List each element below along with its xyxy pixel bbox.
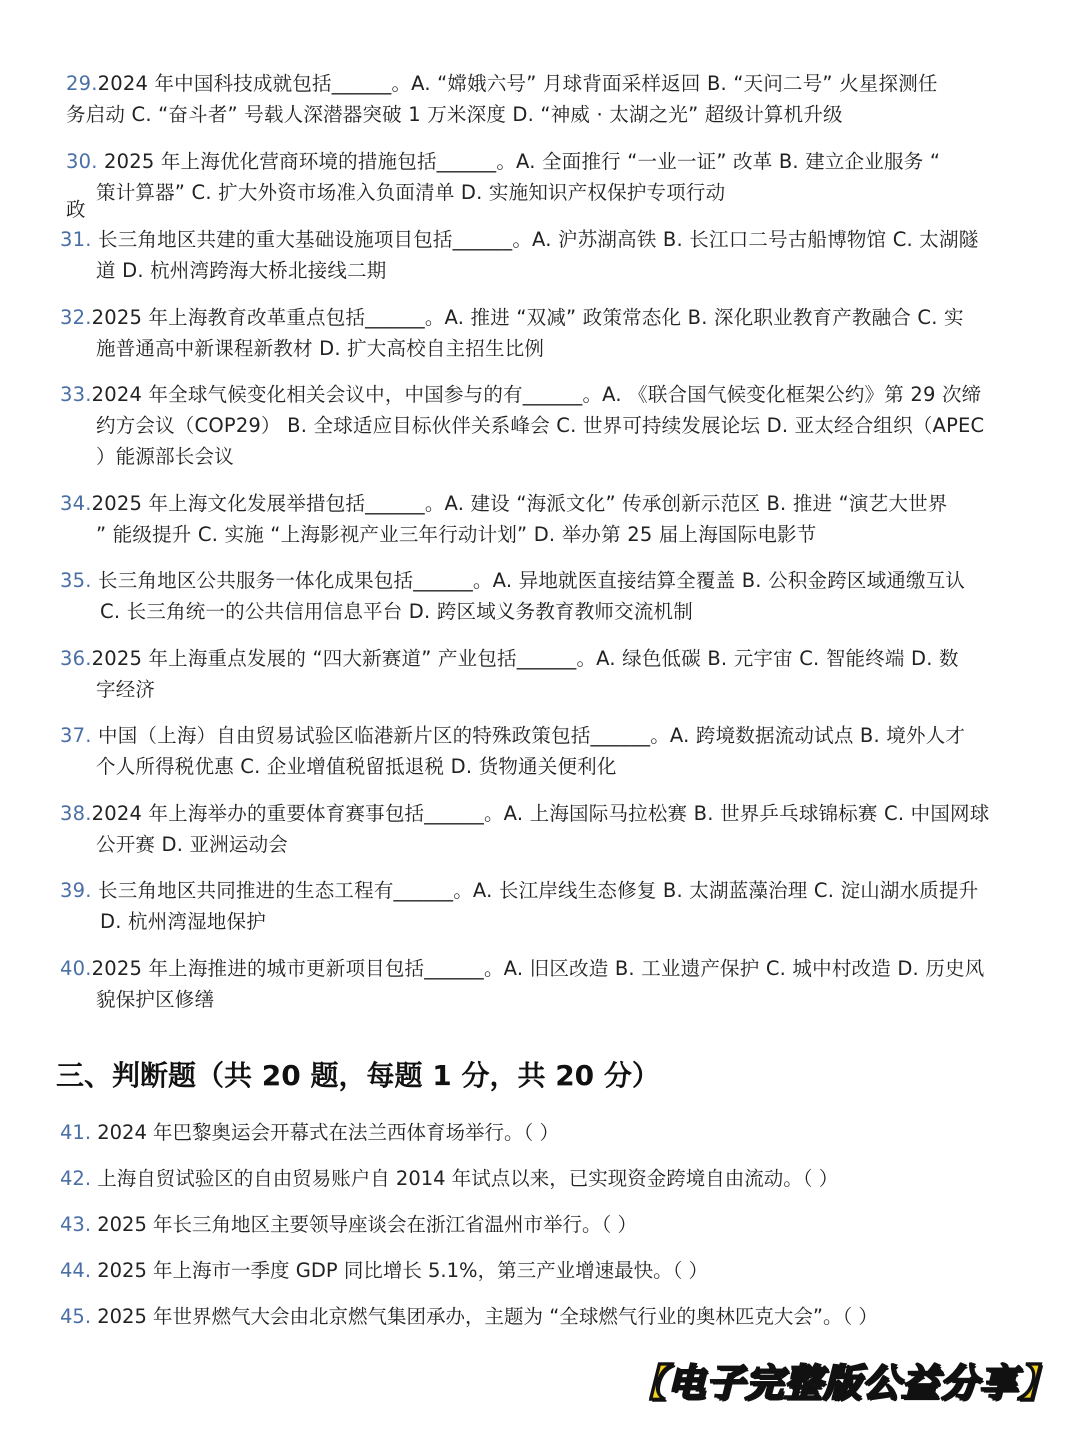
question-number: 41. [60, 1121, 92, 1144]
question-number: 38. [60, 802, 92, 825]
question-30 [66, 146, 940, 208]
question-text: 2025 年长三角地区主要领导座谈会在浙江省温州市举行。（ ） [97, 1213, 637, 1236]
question-text: 2025 年上海教育改革重点包括______。A. 推进 “双减” 政策常态化 B. 深化职业教育产教融合 C. 实 [91, 306, 964, 329]
question-text: 2025 年上海市一季度 GDP 同比增长 5.1%，第三产业增速最快。（ ） [97, 1259, 709, 1282]
question-text: D. 杭州湾湿地保护 [100, 910, 266, 933]
question-number: 44. [60, 1259, 92, 1282]
question-text: 长三角地区共建的重大基础设施项目包括______。A. 沪苏湖高铁 B. 长江口二号古船博物馆 C. 太湖隧 [98, 228, 979, 251]
question-number: 45. [60, 1305, 92, 1328]
banner-text: 【电子完整版公益分享】 [628, 1361, 1058, 1405]
question-35 [60, 565, 965, 627]
tf-question-43 [60, 1210, 637, 1240]
question-text: 貌保护区修缮 [96, 988, 215, 1011]
tf-question-41 [60, 1118, 559, 1148]
question-number: 42. [60, 1167, 92, 1190]
question-text: 2025 年上海重点发展的 “四大新赛道” 产业包括______。A. 绿色低碳 B. 元宇宙 C. 智能终端 D. 数 [91, 647, 959, 670]
question-number: 43. [60, 1213, 92, 1236]
question-number: 29. [66, 72, 98, 95]
question-number: 34. [60, 492, 92, 515]
tf-question-44 [60, 1256, 708, 1286]
question-text: 2025 年上海文化发展举措包括______。A. 建设 “海派文化” 传承创新示范区 B. 推进 “演艺大世界 [91, 492, 948, 515]
question-text: ” 能级提升 C. 实施 “上海影视产业三年行动计划” D. 举办第 25 届上海国际电影节 [96, 523, 817, 546]
question-text-fragment: 政 [66, 198, 86, 221]
question-number: 35. [60, 569, 92, 592]
question-text: 长三角地区公共服务一体化成果包括______。A. 异地就医直接结算全覆盖 B. 公积金跨区域通缴互认 [98, 569, 966, 592]
question-text: 个人所得税优惠 C. 企业增值税留抵退税 D. 货物通关便利化 [96, 755, 617, 778]
question-text: 字经济 [96, 678, 156, 701]
question-text: 策计算器” C. 扩大外资市场准入负面清单 D. 实施知识产权保护专项行动 [96, 181, 726, 204]
tf-question-42 [60, 1164, 838, 1194]
question-36 [60, 643, 959, 705]
question-29 [66, 68, 938, 130]
question-number: 30. [66, 150, 98, 173]
question-32 [60, 302, 964, 364]
question-text: 2025 年上海优化营商环境的措施包括______。A. 全面推行 “一业一证” 改革 B. 建立企业服务 “ [104, 150, 941, 173]
question-38 [60, 798, 989, 860]
question-text: 2024 年全球气候变化相关会议中，中国参与的有______。A. 《联合国气候变化框架公约》第 29 次缔 [91, 383, 982, 406]
question-text: 公开赛 D. 亚洲运动会 [96, 833, 289, 856]
question-number: 31. [60, 228, 92, 251]
question-number: 37. [60, 724, 92, 747]
question-number: 36. [60, 647, 92, 670]
question-text: 务启动 C. “奋斗者” 号载人深潜器突破 1 万米深度 D. “神威 · 太湖之光” 超级计算机升级 [66, 103, 843, 126]
question-text: 约方会议（COP29） B. 全球适应目标伙伴关系峰会 C. 世界可持续发展论坛 D. 亚太经合组织（APEC [96, 414, 985, 437]
share-banner [628, 1352, 1058, 1408]
question-text: C. 长三角统一的公共信用信息平台 D. 跨区域义务教育教师交流机制 [100, 600, 693, 623]
question-text: 2024 年中国科技成就包括______。A. “嫦娥六号” 月球背面采样返回 B. “天问二号” 火星探测任 [97, 72, 938, 95]
question-text: 2024 年上海举办的重要体育赛事包括______。A. 上海国际马拉松赛 B. 世界乒乓球锦标赛 C. 中国网球 [91, 802, 990, 825]
question-37 [60, 720, 965, 782]
question-33 [60, 379, 984, 472]
question-34 [60, 488, 947, 550]
tf-question-45 [60, 1302, 878, 1332]
question-31 [60, 224, 978, 286]
question-text: 上海自贸试验区的自由贸易账户自 2014 年试点以来，已实现资金跨境自由流动。（ ） [97, 1167, 839, 1190]
question-text: 长三角地区共同推进的生态工程有______。A. 长江岸线生态修复 B. 太湖蓝藻治理 C. 淀山湖水质提升 [98, 879, 979, 902]
question-text: ）能源部长会议 [96, 445, 234, 468]
question-number: 33. [60, 383, 92, 406]
section-heading: 三、判断题（共 20 题，每题 1 分，共 20 分） [56, 1059, 660, 1092]
question-number: 40. [60, 957, 92, 980]
question-text: 中国（上海）自由贸易试验区临港新片区的特殊政策包括______。A. 跨境数据流动试点 B. 境外人才 [98, 724, 966, 747]
question-number: 32. [60, 306, 92, 329]
question-40 [60, 953, 984, 1015]
question-number: 39. [60, 879, 92, 902]
question-39 [60, 875, 978, 937]
question-text: 施普通高中新课程新教材 D. 扩大高校自主招生比例 [96, 337, 545, 360]
question-text: 2025 年世界燃气大会由北京燃气集团承办，主题为 “全球燃气行业的奥林匹克大会”。（ ） [97, 1305, 878, 1328]
question-text: 道 D. 杭州湾跨海大桥北接线二期 [96, 259, 387, 282]
question-text: 2024 年巴黎奥运会开幕式在法兰西体育场举行。（ ） [97, 1121, 559, 1144]
question-text: 2025 年上海推进的城市更新项目包括______。A. 旧区改造 B. 工业遗产保护 C. 城中村改造 D. 历史风 [91, 957, 985, 980]
